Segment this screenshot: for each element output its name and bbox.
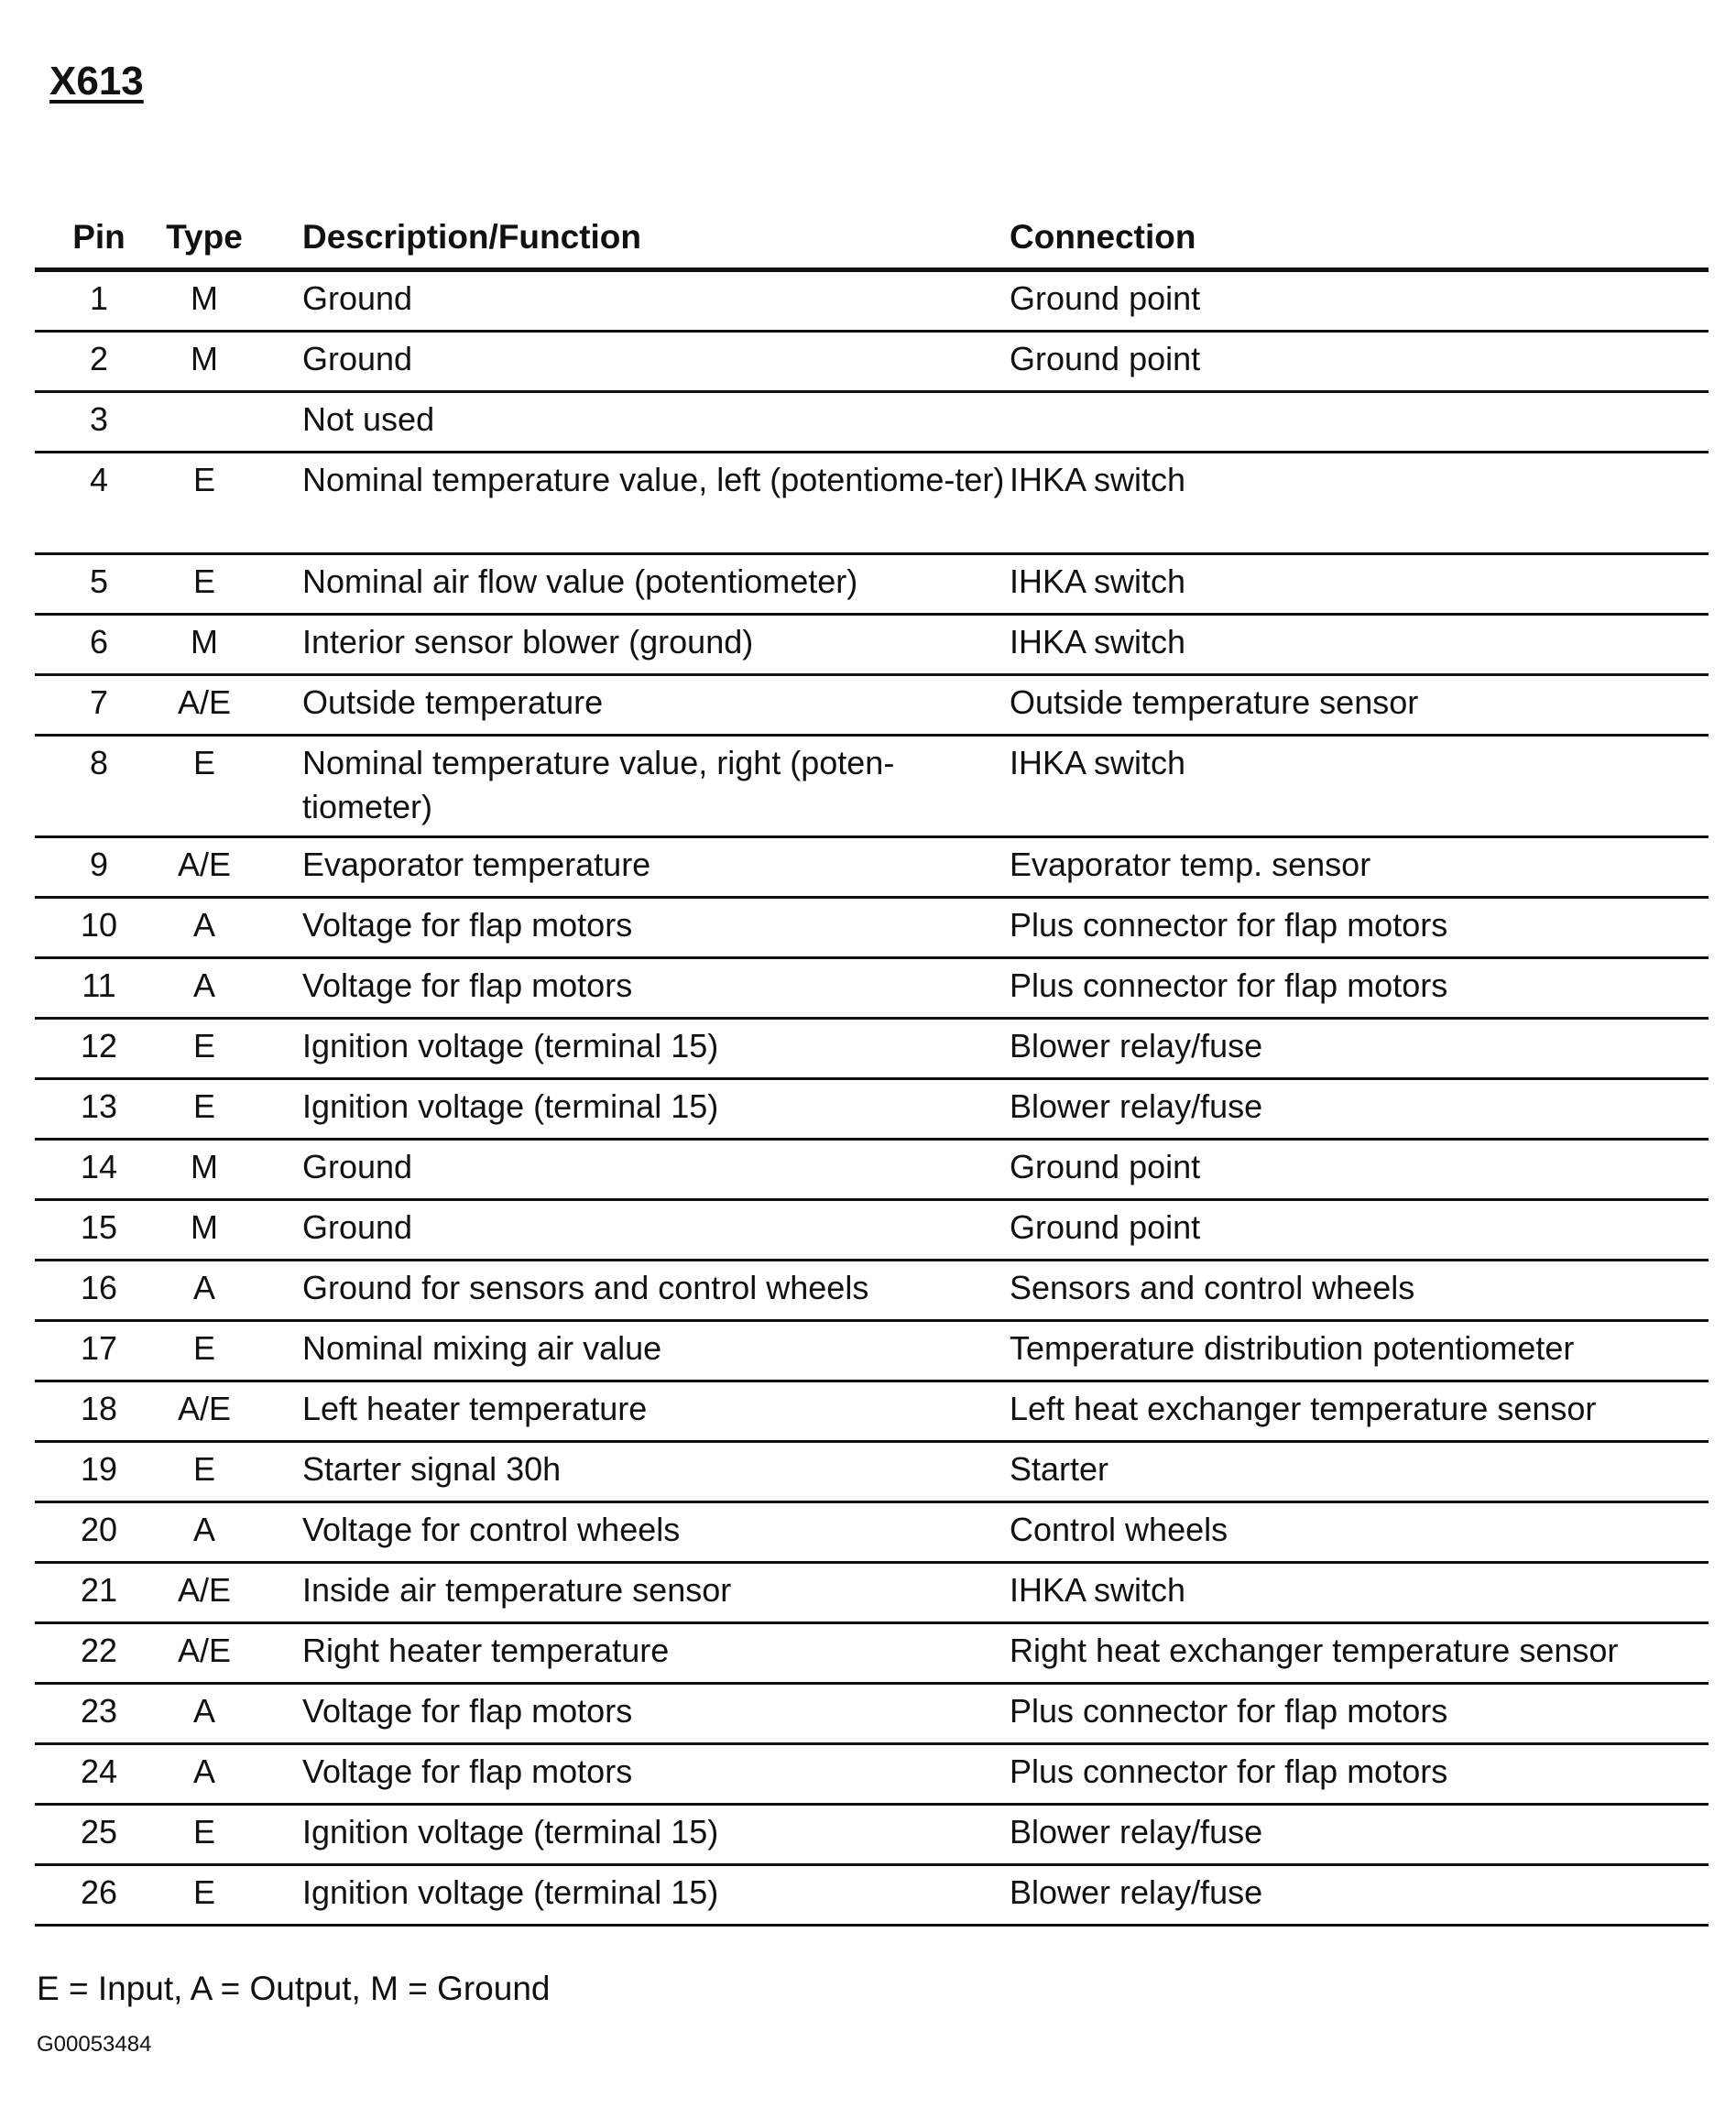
table-row — [35, 838, 1709, 899]
cell-description: Nominal temperature value, right (poten-tiometer) — [302, 744, 895, 825]
cell-connection: Temperature distribution potentiometer — [1010, 1329, 1575, 1367]
table-row — [35, 1020, 1709, 1080]
cell-description: Interior sensor blower (ground) — [302, 623, 754, 661]
table-row — [35, 1745, 1709, 1806]
cell-connection: Starter — [1010, 1450, 1109, 1488]
cell-type: A — [192, 1511, 215, 1548]
figure-id: G00053484 — [37, 2032, 152, 2057]
cell-connection: Plus connector for flap motors — [1010, 1692, 1448, 1730]
cell-pin: 10 — [80, 906, 118, 944]
cell-pin: 18 — [80, 1390, 118, 1427]
cell-connection: IHKA switch — [1010, 1571, 1186, 1609]
cell-pin: 6 — [89, 623, 109, 661]
table-row — [35, 676, 1709, 737]
cell-pin: 20 — [80, 1511, 118, 1548]
cell-type: A/E — [177, 1571, 232, 1609]
cell-connection: Ground point — [1010, 1148, 1201, 1185]
table-row — [35, 737, 1709, 838]
cell-type: M — [191, 279, 218, 317]
cell-connection: Blower relay/fuse — [1010, 1873, 1263, 1911]
cell-description: Ground for sensors and control wheels — [302, 1269, 869, 1306]
cell-type: E — [192, 1450, 215, 1488]
cell-type: M — [191, 1148, 218, 1185]
cell-description: Ground — [302, 1208, 413, 1246]
table-row — [35, 453, 1709, 555]
cell-type: A — [192, 1692, 215, 1730]
header-pin: Pin — [72, 218, 126, 256]
cell-connection: Evaporator temp. sensor — [1010, 846, 1371, 883]
table-row — [35, 1564, 1709, 1624]
page-title: X613 — [49, 59, 144, 104]
cell-description: Left heater temperature — [302, 1390, 648, 1427]
cell-connection: Ground point — [1010, 340, 1201, 377]
cell-description: Right heater temperature — [302, 1632, 670, 1669]
cell-pin: 17 — [80, 1329, 118, 1367]
cell-pin: 9 — [89, 846, 109, 883]
table-row — [35, 333, 1709, 393]
cell-pin: 19 — [80, 1450, 118, 1488]
pin-table — [35, 203, 1709, 1927]
cell-pin: 7 — [89, 683, 109, 721]
cell-pin: 1 — [89, 279, 109, 317]
cell-connection: IHKA switch — [1010, 623, 1186, 661]
cell-description: Ground — [302, 1148, 413, 1185]
cell-type: A — [192, 1752, 215, 1790]
cell-description: Ignition voltage (terminal 15) — [302, 1027, 719, 1064]
cell-type: M — [191, 623, 218, 661]
table-row — [35, 1806, 1709, 1866]
cell-pin: 13 — [80, 1087, 118, 1125]
cell-type: E — [192, 461, 215, 498]
table-row — [35, 1624, 1709, 1685]
cell-description: Ignition voltage (terminal 15) — [302, 1087, 719, 1125]
table-row — [35, 1443, 1709, 1503]
table-row — [35, 1141, 1709, 1201]
table-row — [35, 1201, 1709, 1261]
cell-type: M — [191, 1208, 218, 1246]
cell-type: E — [192, 744, 215, 781]
header-description: Description/Function — [302, 218, 641, 256]
table-row — [35, 899, 1709, 959]
table-row — [35, 1322, 1709, 1382]
cell-connection: Plus connector for flap motors — [1010, 906, 1448, 944]
cell-type: A/E — [177, 683, 232, 721]
cell-description: Voltage for flap motors — [302, 966, 633, 1004]
cell-description: Nominal air flow value (potentiometer) — [302, 562, 858, 600]
cell-pin: 8 — [89, 744, 109, 781]
cell-description: Inside air temperature sensor — [302, 1571, 732, 1609]
cell-description: Starter signal 30h — [302, 1450, 562, 1488]
cell-pin: 26 — [80, 1873, 118, 1911]
cell-connection: Plus connector for flap motors — [1010, 1752, 1448, 1790]
cell-description: Nominal mixing air value — [302, 1329, 662, 1367]
cell-pin: 4 — [89, 461, 109, 498]
cell-description: Not used — [302, 400, 435, 438]
cell-pin: 14 — [80, 1148, 118, 1185]
table-body — [35, 272, 1709, 1927]
cell-type: E — [192, 562, 215, 600]
cell-type: E — [192, 1027, 215, 1064]
cell-pin: 3 — [89, 400, 109, 438]
cell-description: Evaporator temperature — [302, 846, 651, 883]
cell-pin: 21 — [80, 1571, 118, 1609]
cell-type: M — [191, 340, 218, 377]
cell-connection: Blower relay/fuse — [1010, 1813, 1263, 1851]
cell-description: Voltage for flap motors — [302, 1752, 633, 1790]
cell-type: A/E — [177, 846, 232, 883]
header-connection: Connection — [1010, 218, 1196, 256]
table-row — [35, 616, 1709, 676]
cell-pin: 12 — [80, 1027, 118, 1064]
cell-description: Ignition voltage (terminal 15) — [302, 1873, 719, 1911]
cell-connection: Plus connector for flap motors — [1010, 966, 1448, 1004]
cell-pin: 11 — [82, 966, 116, 1004]
cell-type: E — [192, 1873, 215, 1911]
cell-connection: Left heat exchanger temperature sensor — [1010, 1390, 1597, 1427]
cell-description: Voltage for flap motors — [302, 1692, 633, 1730]
cell-connection: Blower relay/fuse — [1010, 1087, 1263, 1125]
cell-description: Voltage for flap motors — [302, 906, 633, 944]
cell-description: Voltage for control wheels — [302, 1511, 681, 1548]
table-row — [35, 1080, 1709, 1141]
cell-type: E — [192, 1329, 215, 1367]
cell-connection: Blower relay/fuse — [1010, 1027, 1263, 1064]
table-row — [35, 1685, 1709, 1745]
cell-type: E — [192, 1087, 215, 1125]
table-header — [35, 203, 1709, 272]
cell-connection: IHKA switch — [1010, 562, 1186, 600]
cell-description: Nominal temperature value, left (potentiome-ter) — [302, 461, 1005, 498]
cell-connection: IHKA switch — [1010, 744, 1186, 781]
cell-type: A/E — [177, 1390, 232, 1427]
cell-connection: Control wheels — [1010, 1511, 1228, 1548]
cell-connection: Ground point — [1010, 1208, 1201, 1246]
table-row — [35, 959, 1709, 1020]
table-row — [35, 1261, 1709, 1322]
cell-description: Outside temperature — [302, 683, 604, 721]
cell-connection: Ground point — [1010, 279, 1201, 317]
cell-pin: 23 — [80, 1692, 118, 1730]
cell-pin: 22 — [80, 1632, 118, 1669]
table-row — [35, 1503, 1709, 1564]
cell-type: A/E — [177, 1632, 232, 1669]
table-row — [35, 555, 1709, 616]
table-row — [35, 272, 1709, 333]
table-row — [35, 1866, 1709, 1927]
cell-description: Ignition voltage (terminal 15) — [302, 1813, 719, 1851]
cell-description: Ground — [302, 340, 413, 377]
table-row — [35, 1382, 1709, 1443]
cell-pin: 5 — [89, 562, 109, 600]
cell-pin: 15 — [80, 1208, 118, 1246]
cell-connection: Outside temperature sensor — [1010, 683, 1419, 721]
table-row — [35, 393, 1709, 453]
cell-type: A — [192, 906, 215, 944]
cell-pin: 16 — [80, 1269, 118, 1306]
cell-pin: 24 — [80, 1752, 118, 1790]
cell-type: A — [192, 1269, 215, 1306]
cell-type: E — [192, 1813, 215, 1851]
cell-connection: Right heat exchanger temperature sensor — [1010, 1632, 1619, 1669]
header-type: Type — [166, 218, 243, 256]
cell-type: A — [192, 966, 215, 1004]
type-legend: E = Input, A = Output, M = Ground — [37, 1970, 551, 2007]
cell-connection: IHKA switch — [1010, 461, 1186, 498]
cell-description: Ground — [302, 279, 413, 317]
cell-pin: 25 — [80, 1813, 118, 1851]
cell-pin: 2 — [89, 340, 109, 377]
cell-connection: Sensors and control wheels — [1010, 1269, 1415, 1306]
